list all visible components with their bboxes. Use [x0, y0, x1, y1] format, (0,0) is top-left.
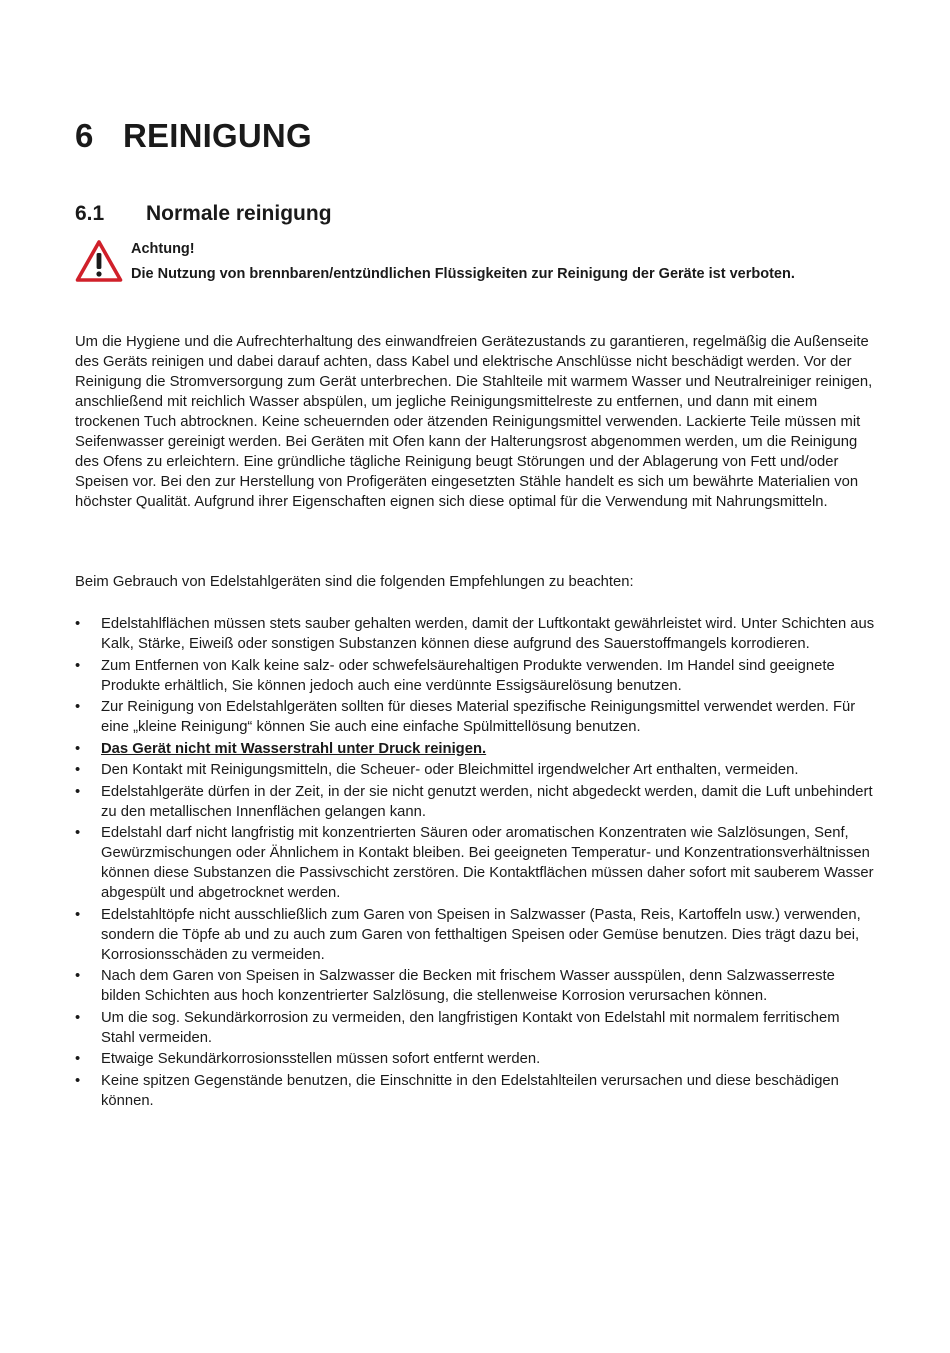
list-item-text: Edelstahltöpfe nicht ausschließlich zum Garen von Speisen in Salzwasser (Pasta, Reis, Kartoffeln usw.) verwenden, sondern die Töpfe ab und zu auch zum Garen von fetthaltigen Speisen oder Gemüse benutzen. Dies trägt dazu bei, Korrosionsschäden zu vermeiden.: [101, 906, 861, 963]
chapter-title: REINIGUNG: [123, 117, 312, 154]
section-title: Normale reinigung: [146, 202, 332, 225]
list-item-text: Den Kontakt mit Reinigungsmitteln, die Scheuer- oder Bleichmittel irgendwelcher Art enthalten, vermeiden.: [101, 762, 799, 778]
list-item-emphasized: [75, 739, 877, 759]
list-item-text: Edelstahlflächen müssen stets sauber gehalten werden, damit der Luftkontakt gewährleistet wird. Unter Schichten aus Kalk, Stärke, Eiweiß oder sonstigen Substanzen können diese aufgrund des Sauerstoffmangels korrodieren.: [101, 616, 875, 652]
bullet-icon: •: [75, 825, 81, 841]
chapter-number: 6: [75, 117, 94, 154]
bullet-icon: •: [75, 699, 81, 715]
list-item: [75, 966, 877, 1006]
list-item-text: Edelstahlgeräte dürfen in der Zeit, in der sie nicht genutzt werden, nicht abgedeckt werden, damit die Luft unbehindert zu den metallischen Innenflächen gelangen kann.: [101, 783, 873, 820]
section-number: 6.1: [75, 202, 105, 225]
warning-text: [131, 239, 877, 284]
list-item: [75, 656, 877, 696]
list-item-text: Keine spitzen Gegenstände benutzen, die Einschnitte in den Edelstahlteilen verursachen und diese beschädigen können.: [101, 1072, 839, 1109]
warning-box: [75, 239, 877, 284]
bullet-icon: •: [75, 906, 81, 923]
list-item-text: Etwaige Sekundärkorrosionsstellen müssen sofort entfernt werden.: [101, 1051, 541, 1067]
list-item: [75, 823, 877, 903]
section-heading: [75, 202, 332, 226]
bullet-icon: •: [75, 762, 81, 778]
warning-title: Achtung!: [131, 241, 195, 257]
bullet-icon: •: [75, 1009, 81, 1026]
bullet-icon: •: [75, 1072, 81, 1089]
bullet-icon: •: [75, 616, 81, 632]
list-item: [75, 1008, 877, 1048]
list-item-text: Edelstahl darf nicht langfristig mit konzentrierten Säuren oder aromatischen Konzentraten wie Salzlösungen, Senf, Gewürzmischungen oder Ähnlichem in Kontakt bleiben. Bei geeigneten Temperatur- und Konzentrationsverhältnissen können diese Substanzen die Passivschicht zerstören. Die Kontaktflächen müssen daher sofort mit sauberem Wasser abgespült und abgetrocknet werden.: [101, 825, 874, 901]
chapter-heading: [75, 117, 312, 155]
bullet-icon: •: [75, 783, 81, 800]
list-item: [75, 760, 877, 780]
list-item-text: Zur Reinigung von Edelstahlgeräten sollten für dieses Material spezifische Reinigungsmittel verwendet werden. Für eine „kleine Reinigung“ können Sie auch eine einfache Spülmittellösung benutzen.: [101, 699, 856, 735]
recommendations-intro: Beim Gebrauch von Edelstahlgeräten sind die folgenden Empfehlungen zu beachten:: [75, 574, 634, 590]
list-item-text: Zum Entfernen von Kalk keine salz- oder schwefelsäurehaltigen Produkte verwenden. Im Handel sind geeignete Produkte erhältlich, Sie können jedoch auch eine verdünnte Essigsäurelösung benutzen.: [101, 657, 835, 694]
bullet-icon: •: [75, 1051, 81, 1067]
list-item-text: Um die sog. Sekundärkorrosion zu vermeiden, den langfristigen Kontakt von Edelstahl mit normalem ferritischem Stahl vermeiden.: [101, 1009, 840, 1046]
list-item-text: Nach dem Garen von Speisen in Salzwasser die Becken mit frischem Wasser ausspülen, denn Salzwasserreste bilden Schichten aus hoch konzentrierter Salzlösung, die stellenweise Korrosion verursachen können.: [101, 968, 835, 1004]
recommendations-list: [75, 614, 877, 1112]
list-item: [75, 614, 877, 654]
list-item: [75, 905, 877, 965]
list-item-text: Das Gerät nicht mit Wasserstrahl unter Druck reinigen.: [101, 740, 487, 757]
warning-triangle-icon: [75, 239, 123, 283]
bullet-icon: •: [75, 968, 81, 984]
warning-body: Die Nutzung von brennbaren/entzündlichen Flüssigkeiten zur Reinigung der Geräte ist verboten.: [131, 266, 795, 282]
bullet-icon: •: [75, 657, 81, 674]
list-item: [75, 782, 877, 822]
list-item: [75, 1071, 877, 1111]
bullet-icon: •: [75, 740, 81, 757]
list-item: [75, 1049, 877, 1069]
list-item: [75, 697, 877, 737]
intro-paragraph: Um die Hygiene und die Aufrechterhaltung des einwandfreien Gerätezustands zu garantieren, regelmäßig die Außenseite des Geräts reinigen und dabei darauf achten, dass Kabel und elektrische Anschlüsse nicht beschädigt werden. Vor der Reinigung die Stromversorgung zum Gerät unterbrechen. Die Stahlteile mit warmem Wasser und Neutralreiniger reinigen, anschließend mit reichlich Wasser abspülen, um jegliche Reinigungsmittelreste zu entfernen, und dann mit einem trockenen Tuch abtrocknen. Keine scheuernden oder ätzenden Reinigungsmittel verwenden. Lackierte Teile müssen mit Seifenwasser gereinigt werden. Bei Geräten mit Ofen kann der Halterungsrost abgenommen werden, um die Reinigung des Ofens zu erleichtern. Eine gründliche tägliche Reinigung beugt Störungen und der Ablagerung von Fett und/oder Speisen vor. Bei den zur Herstellung von Profigeräten eingesetzten Stähle handelt es sich um bewährte Materialien von höchster Qualität. Aufgrund ihrer Eigenschaften eignen sich diese optimal für die Verwendung mit Nahrungsmitteln.: [75, 334, 873, 510]
